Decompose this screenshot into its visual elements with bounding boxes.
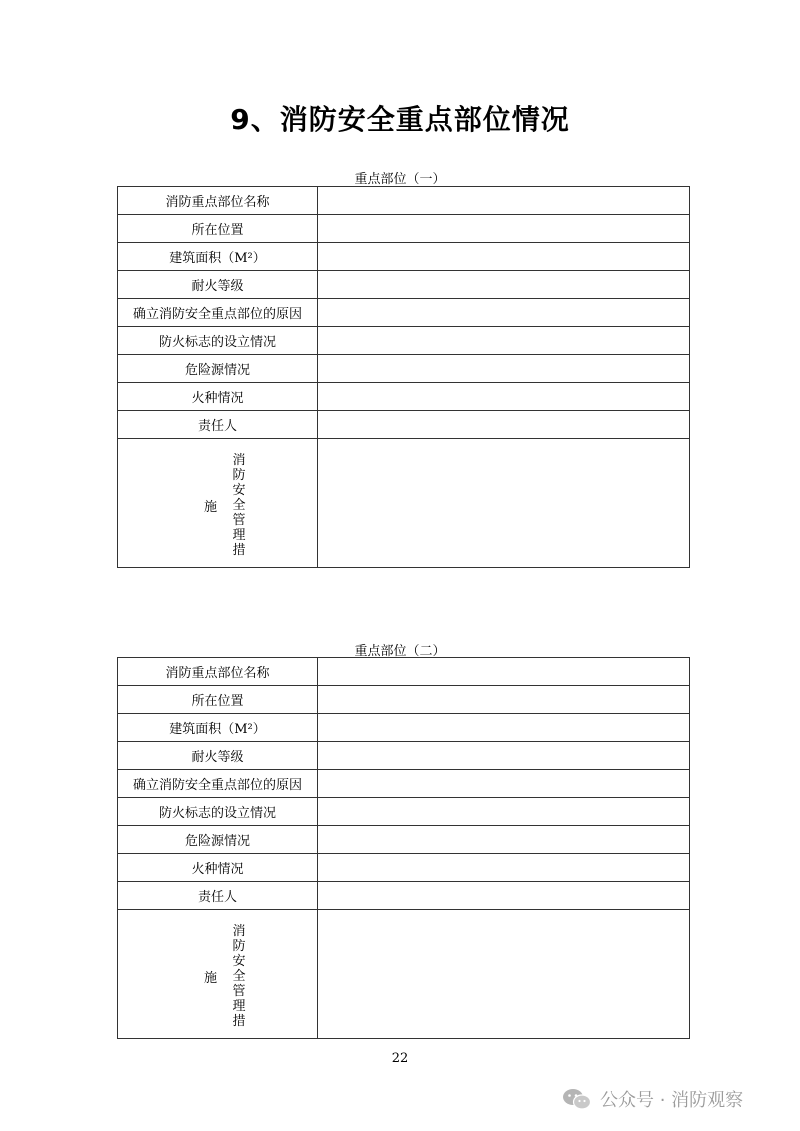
wechat-icon (562, 1087, 592, 1111)
row-label: 防火标志的设立情况 (118, 327, 318, 355)
value-cell[interactable] (318, 411, 690, 439)
value-cell[interactable] (318, 187, 690, 215)
measures-char: 理 (232, 528, 246, 543)
row-label: 责任人 (118, 411, 318, 439)
table-row (118, 355, 690, 383)
measures-char: 管 (232, 513, 246, 528)
row-label: 确立消防安全重点部位的原因 (118, 770, 318, 798)
table-row (118, 686, 690, 714)
row-label: 危险源情况 (118, 826, 318, 854)
value-cell[interactable] (318, 854, 690, 882)
table-row (118, 411, 690, 439)
measures-value-cell[interactable] (318, 439, 690, 568)
table-row (118, 798, 690, 826)
section-1-caption: 重点部位（一） (354, 172, 446, 187)
key-location-table-2 (117, 657, 690, 1039)
measures-label-vertical (232, 453, 246, 558)
measures-char: 防 (232, 468, 246, 483)
table-row (118, 770, 690, 798)
section-2-caption: 重点部位（二） (354, 644, 446, 659)
watermark (562, 1086, 743, 1112)
measures-value-cell[interactable] (318, 910, 690, 1039)
row-label: 确立消防安全重点部位的原因 (118, 299, 318, 327)
measures-char: 管 (232, 984, 246, 999)
row-label: 消防重点部位名称 (118, 187, 318, 215)
value-cell[interactable] (318, 243, 690, 271)
table-row (118, 327, 690, 355)
measures-char: 理 (232, 999, 246, 1014)
table-row (118, 826, 690, 854)
table-row (118, 299, 690, 327)
row-label: 责任人 (118, 882, 318, 910)
table-row (118, 742, 690, 770)
value-cell[interactable] (318, 299, 690, 327)
value-cell[interactable] (318, 215, 690, 243)
row-label: 耐火等级 (118, 742, 318, 770)
table-row (118, 243, 690, 271)
value-cell[interactable] (318, 658, 690, 686)
measures-label-vertical (232, 924, 246, 1029)
value-cell[interactable] (318, 742, 690, 770)
value-cell[interactable] (318, 383, 690, 411)
measures-char: 消 (232, 924, 246, 939)
measures-label-left: 施 (204, 500, 218, 515)
row-label: 所在位置 (118, 686, 318, 714)
measures-label-cell (118, 910, 318, 1039)
table-row (118, 271, 690, 299)
row-label: 火种情况 (118, 383, 318, 411)
value-cell[interactable] (318, 770, 690, 798)
measures-row (118, 910, 690, 1039)
key-location-table-1 (117, 186, 690, 568)
row-label: 所在位置 (118, 215, 318, 243)
table-row (118, 658, 690, 686)
row-label: 耐火等级 (118, 271, 318, 299)
measures-row (118, 439, 690, 568)
table-row (118, 187, 690, 215)
row-label: 危险源情况 (118, 355, 318, 383)
measures-char: 全 (232, 969, 246, 984)
measures-char: 安 (232, 483, 246, 498)
table-row (118, 854, 690, 882)
measures-char: 措 (232, 1014, 246, 1029)
measures-label-left: 施 (204, 971, 218, 986)
value-cell[interactable] (318, 826, 690, 854)
value-cell[interactable] (318, 798, 690, 826)
table-row (118, 383, 690, 411)
page-title: 9、消防安全重点部位情况 (230, 103, 570, 136)
table-row (118, 714, 690, 742)
measures-char: 消 (232, 453, 246, 468)
value-cell[interactable] (318, 355, 690, 383)
value-cell[interactable] (318, 686, 690, 714)
row-label: 建筑面积（M²） (118, 243, 318, 271)
row-label: 防火标志的设立情况 (118, 798, 318, 826)
measures-label-cell (118, 439, 318, 568)
page-number: 22 (391, 1051, 409, 1066)
value-cell[interactable] (318, 327, 690, 355)
row-label: 火种情况 (118, 854, 318, 882)
watermark-text: 公众号 · 消防观察 (600, 1090, 744, 1111)
value-cell[interactable] (318, 714, 690, 742)
value-cell[interactable] (318, 882, 690, 910)
table-row (118, 215, 690, 243)
value-cell[interactable] (318, 271, 690, 299)
measures-char: 防 (232, 939, 246, 954)
measures-char: 全 (232, 498, 246, 513)
table-row (118, 882, 690, 910)
measures-char: 安 (232, 954, 246, 969)
row-label: 建筑面积（M²） (118, 714, 318, 742)
measures-char: 措 (232, 543, 246, 558)
row-label: 消防重点部位名称 (118, 658, 318, 686)
